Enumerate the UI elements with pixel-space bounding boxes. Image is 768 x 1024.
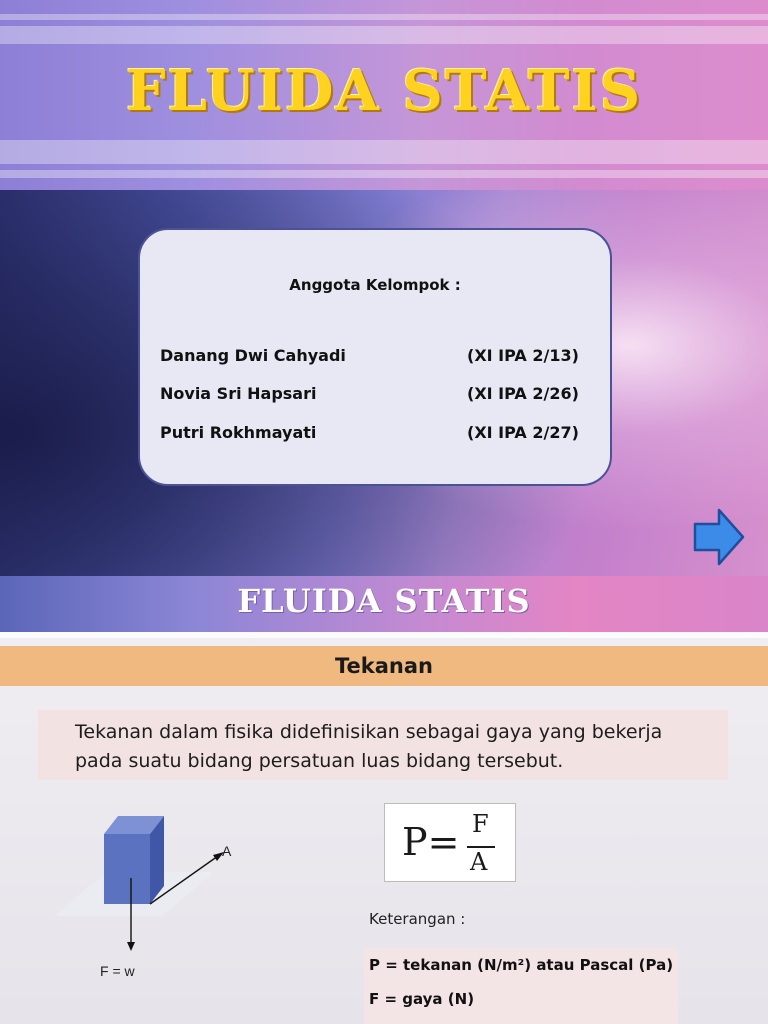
right-arrow-icon[interactable] [693,508,745,566]
legend-line: P = tekanan (N/m²) atau Pascal (Pa) [369,956,674,974]
member-name: Putri Rokhmayati [160,423,317,442]
member-name: Danang Dwi Cahyadi [160,346,346,365]
block-front [104,834,150,904]
section-bar: Tekanan [0,646,768,686]
member-class: (XI IPA 2/26) [467,384,579,403]
keterangan-label: Keterangan : [369,910,466,928]
decor-stripe [0,170,768,178]
member-class: (XI IPA 2/27) [467,423,579,442]
slide2-title: FLUIDA STATIS [237,582,531,620]
legend-box [364,948,678,1024]
definition-box: Tekanan dalam fisika didefinisikan sebagai gaya yang bekerja pada suatu bidang persatuan luas bidang tersebut. [38,710,728,780]
area-label: A [222,843,232,859]
pressure-formula [384,803,516,882]
decor-stripe [0,140,768,164]
slide-title-text: FLUIDA STATIS [125,58,643,124]
decor-stripe [0,26,768,44]
member-name: Novia Sri Hapsari [160,384,317,403]
header-divider [0,632,768,638]
member-class: (XI IPA 2/13) [467,346,579,365]
pressure-diagram [50,808,270,988]
legend-line: F = gaya (N) [369,990,475,1008]
force-arrow-head [127,942,135,951]
slide-tekanan [0,576,768,1024]
members-box [138,228,612,486]
force-label: F = w [100,963,135,979]
formula-numerator: F [472,810,489,838]
formula-denominator: A [470,848,488,876]
decor-stripe [0,14,768,20]
members-heading: Anggota Kelompok : [289,276,461,294]
formula-lhs: P= [402,820,460,864]
